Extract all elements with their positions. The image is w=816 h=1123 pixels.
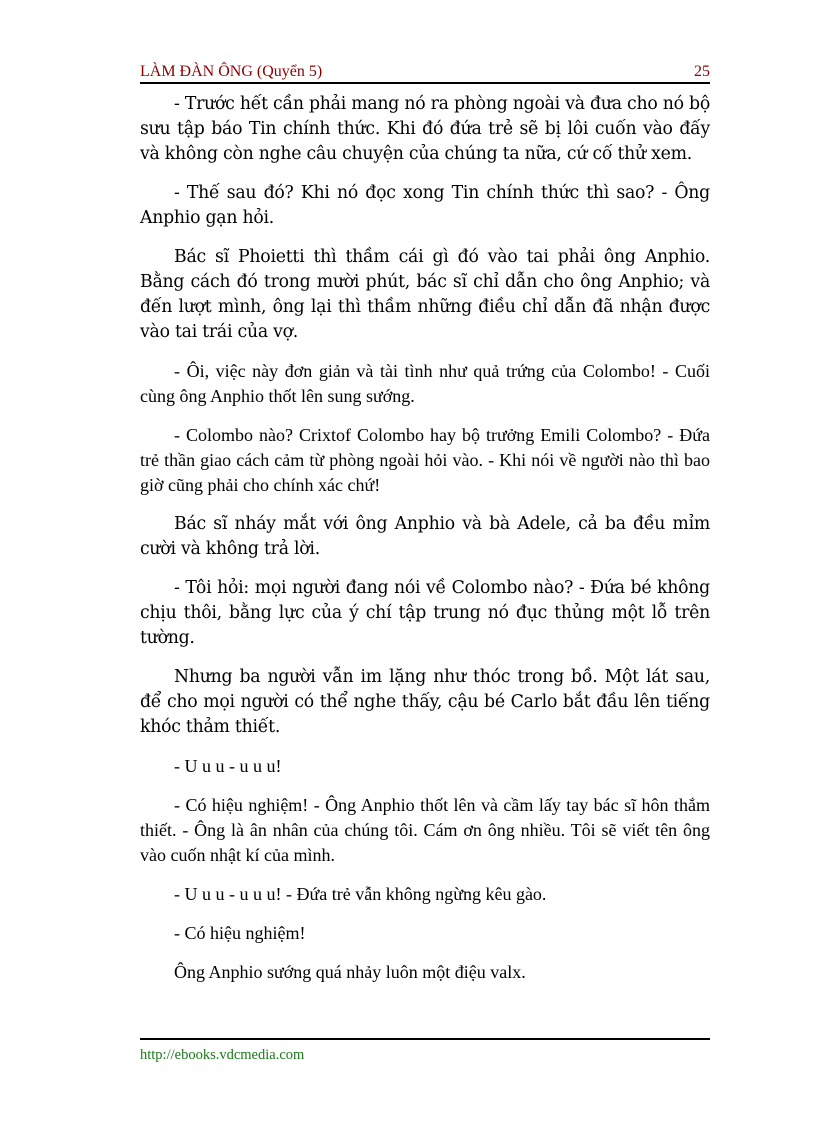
paragraph: - U u u - u u u! - Đứa trẻ vẫn không ngừng kêu gào. xyxy=(174,884,547,904)
header-divider xyxy=(140,82,710,84)
paragraph: Bác sĩ nháy mắt với ông Anphio và bà Adele, cả ba đều mỉm cười và không trả lời. xyxy=(140,514,710,559)
paragraph: Nhưng ba người vẫn im lặng như thóc trong bồ. Một lát sau, để cho mọi người có thể nghe thấy, cậu bé Carlo bắt đầu lên tiếng khóc thảm thiết. xyxy=(140,667,710,737)
paragraph: - Trước hết cần phải mang nó ra phòng ngoài và đưa cho nó bộ sưu tập báo Tin chính thức. Khi đó đứa trẻ sẽ bị lôi cuốn vào đấy và không còn nghe câu chuyện của chúng ta nữa, cứ cố thử xem. xyxy=(140,94,710,164)
footer-divider xyxy=(140,1038,710,1040)
paragraph: - Có hiệu nghiệm! xyxy=(174,923,306,943)
book-title: LÀM ĐÀN ÔNG (Quyển 5) xyxy=(140,63,323,80)
footer-link[interactable]: http://ebooks.vdcmedia.com xyxy=(140,1047,305,1063)
paragraph: - Có hiệu nghiệm! - Ông Anphio thốt lên và cầm lấy tay bác sĩ hôn thắm thiết. - Ông là ân nhân của chúng tôi. Cám ơn ông nhiều. Tôi sẽ viết tên ông vào cuốn nhật kí của mình. xyxy=(140,795,710,865)
paragraph: Ông Anphio sướng quá nhảy luôn một điệu valx. xyxy=(174,962,526,982)
paragraph: Bác sĩ Phoietti thì thầm cái gì đó vào tai phải ông Anphio. Bằng cách đó trong mười phút, bác sĩ chỉ dẫn cho ông Anphio; và đến lượt mình, ông lại thì thầm những điều chỉ dẫn đã nhận được vào tai trái của vợ. xyxy=(140,247,710,342)
page-body xyxy=(140,92,710,999)
paragraph: - Tôi hỏi: mọi người đang nói về Colombo nào? - Đứa bé không chịu thôi, bằng lực của ý chí tập trung nó đục thủng một lỗ trên tường. xyxy=(140,578,710,648)
page-header xyxy=(140,60,710,84)
paragraph: - U u u - u u u! xyxy=(174,756,282,776)
page-number: 25 xyxy=(694,63,710,80)
paragraph: - Colombo nào? Crixtof Colombo hay bộ trưởng Emili Colombo? - Đứa trẻ thần giao cách cảm từ phòng ngoài hỏi vào. - Khi nói về người nào thì bao giờ cũng phải cho chính xác chứ! xyxy=(140,425,710,495)
paragraph: - Thế sau đó? Khi nó đọc xong Tin chính thức thì sao? - Ông Anphio gạn hỏi. xyxy=(140,183,710,228)
paragraph: - Ôi, việc này đơn giản và tài tình như quả trứng của Colombo! - Cuối cùng ông Anphio thốt lên sung sướng. xyxy=(140,361,710,406)
